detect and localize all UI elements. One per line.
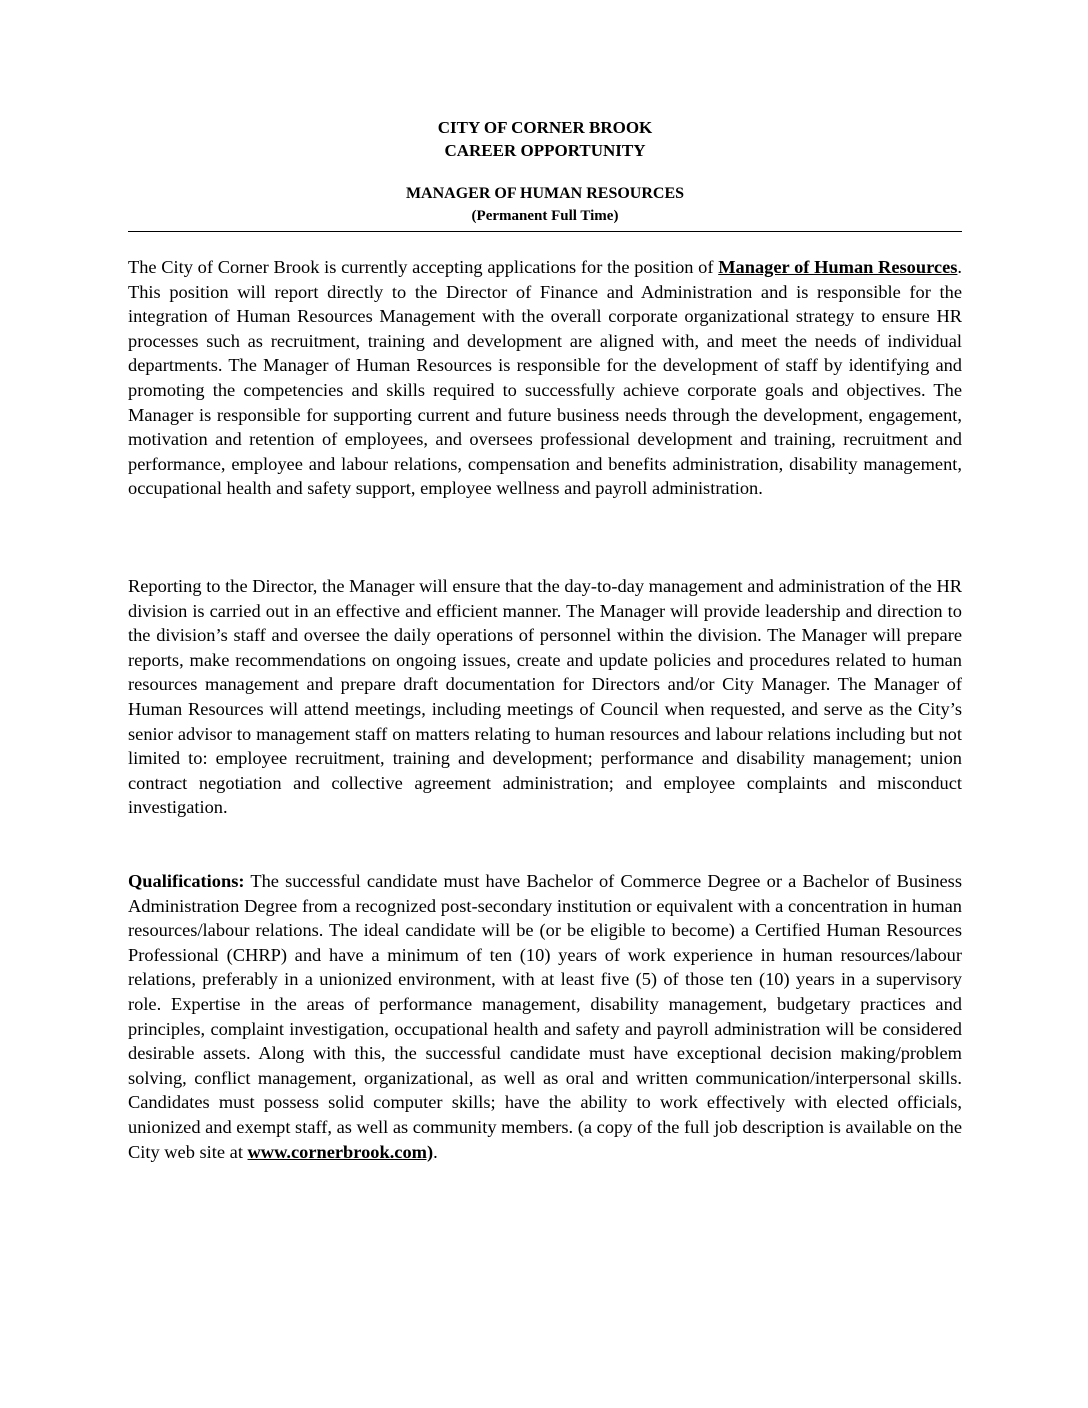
intro-body-text: . This position will report directly to the Director of Finance and Administration and is responsible for the integration of Human Resources Management with the overall corporate organizational strategy to ensure HR processes such as recruitment, training and development are aligned with, and meet the needs of individual departments. The Manager of Human Resources is responsible for the development of staff by identifying and promoting the competencies and skills required to successfully achieve corporate goals and objectives. The Manager is responsible for supporting current and future business needs through the development, engagement, motivation and retention of employees, and oversees professional development and training, recruitment and performance, employee and labour relations, compensation and benefits administration, disability management, occupational health and safety support, employee wellness and payroll administration.: [128, 257, 963, 499]
position-title: MANAGER OF HUMAN RESOURCES: [405, 185, 685, 202]
position-title-block: [128, 183, 962, 227]
organization-name: CITY OF CORNER BROOK: [437, 118, 653, 137]
qualifications-label: Qualifications:: [128, 871, 245, 891]
position-status: (Permanent Full Time): [471, 208, 619, 224]
qualifications-end: .: [433, 1141, 438, 1162]
responsibilities-paragraph: Reporting to the Director, the Manager will ensure that the day-to-day management and administration of the HR division is carried out in an effective and efficient manner. The Manager will provide leadership and direction to the division’s staff and oversee the daily operations of personnel within the division. The Manager will prepare reports, make recommendations on ongoing issues, create and update policies and procedures related to human resources management and prepare draft documentation for Directors and/or City Manager. The Manager of Human Resources will attend meetings, including meetings of Council when requested, and serve as the City’s senior advisor to management staff on matters relating to human resources and labour relations including but not limited to: employee recruitment, training and development; performance and disability management; union contract negotiation and collective agreement administration; and employee complaints and misconduct investigation.: [128, 576, 962, 818]
intro-lead-text: The City of Corner Brook is currently accepting applications for the position of: [128, 257, 719, 277]
header-divider: [128, 231, 962, 232]
qualifications-paragraph: [128, 869, 962, 1164]
position-name-emphasis: Manager of Human Resources: [718, 257, 958, 277]
document-heading: CAREER OPPORTUNITY: [444, 141, 646, 160]
city-website-link[interactable]: www.cornerbrook.com): [247, 1141, 434, 1162]
intro-paragraph: [128, 255, 962, 501]
header-title-block: [128, 116, 962, 162]
qualifications-body-text: The successful candidate must have Bachelor of Commerce Degree or a Bachelor of Business Administration Degree from a recognized post-secondary institution or equivalent with a concentration in human resources/labour relations. The ideal candidate will be (or be eligible to become) a Certified Human Resources Professional (CHRP) and have a minimum of ten (10) years of work experience in human resources/labour relations, preferably in a unionized environment, with at least five (5) of those ten (10) years in a supervisory role. Expertise in the areas of performance management, disability management, budgetary practices and principles, complaint investigation, occupational health and safety and payroll administration will be considered desirable assets. Along with this, the successful candidate must have exceptional decision making/problem solving, conflict management, organizational, as well as oral and written communication/interpersonal skills. Candidates must possess solid computer skills; have the ability to work effectively with elected officials, unionized and exempt staff, as well as community members. (a copy of the full job description is available on the City web site at: [128, 871, 962, 1162]
